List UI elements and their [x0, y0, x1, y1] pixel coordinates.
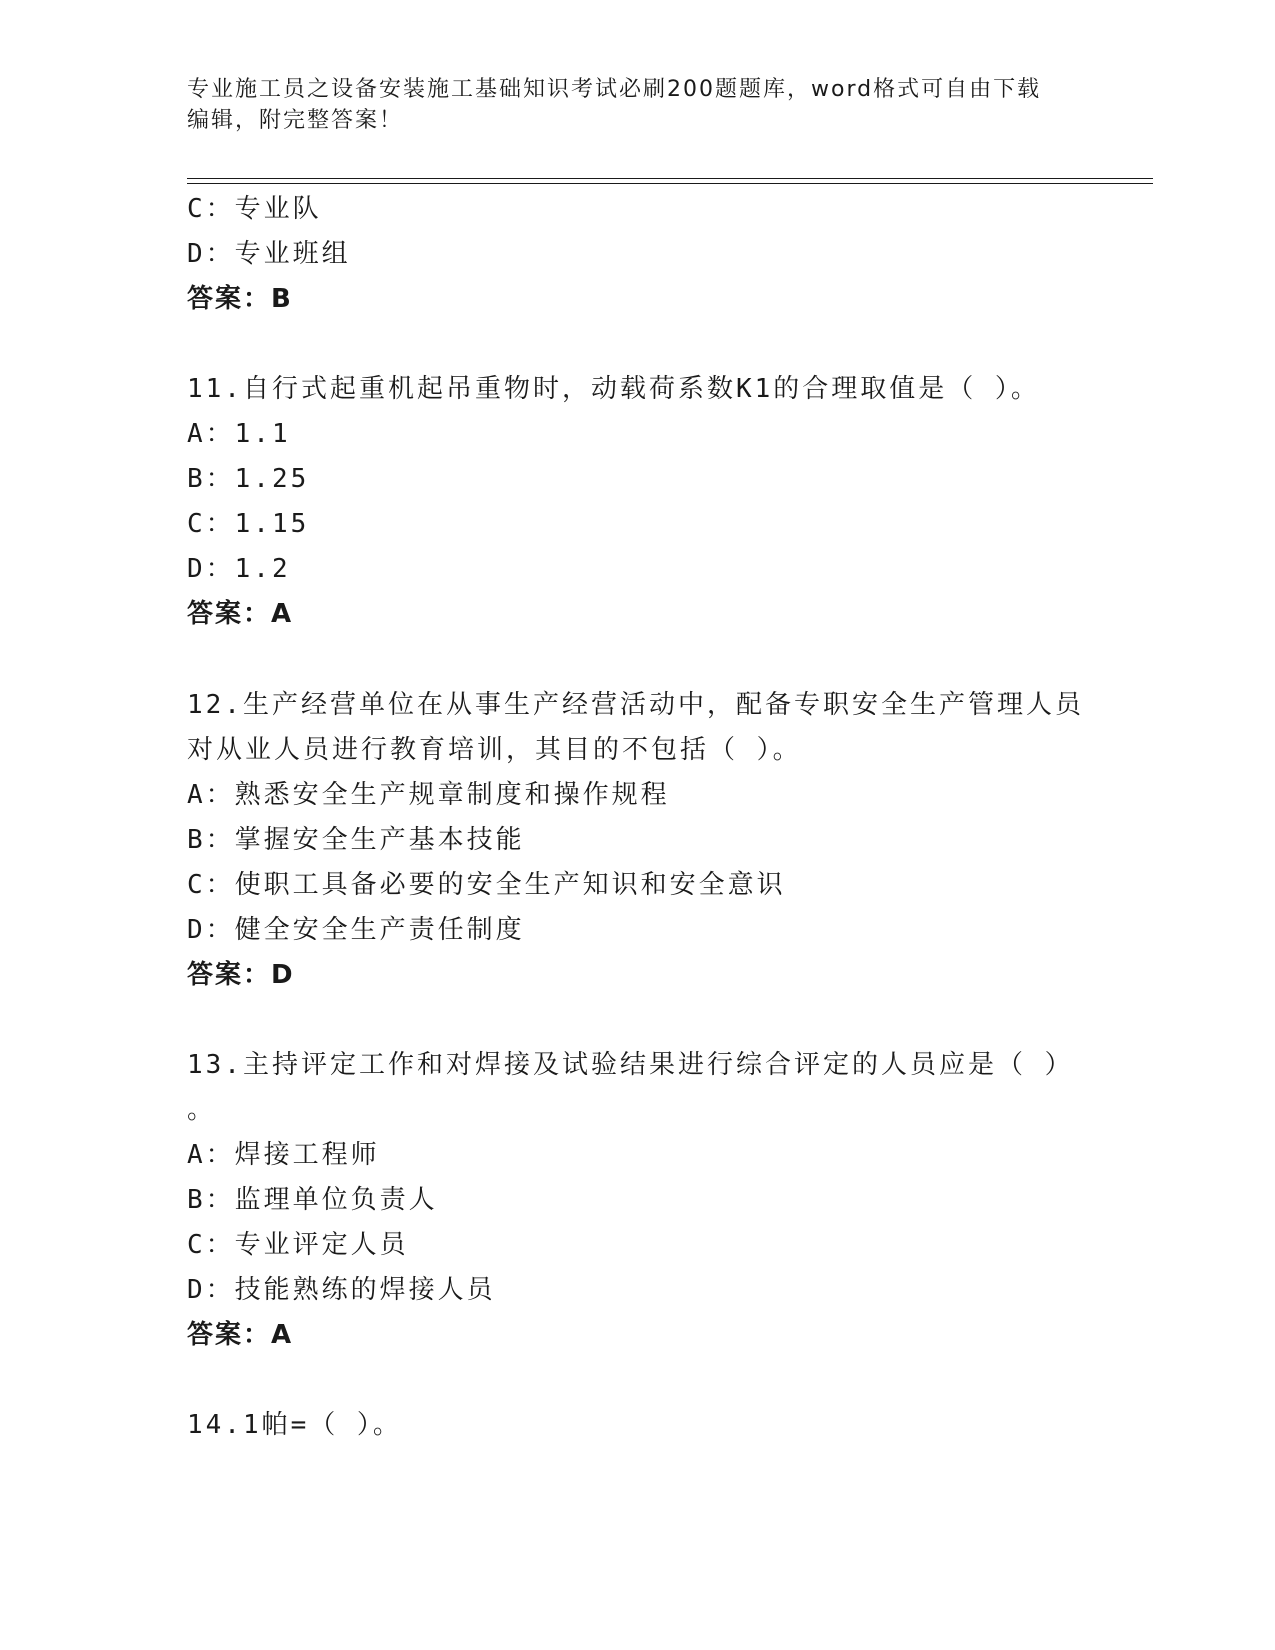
header-divider-bottom — [187, 183, 1153, 184]
q11-option-d: D：1.2 — [187, 554, 291, 584]
q12-question-line1: 12.生产经营单位在从事生产经营活动中，配备专职安全生产管理人员 — [187, 690, 1084, 720]
q12-option-b: B：掌握安全生产基本技能 — [187, 825, 525, 855]
document-header — [187, 74, 1067, 136]
q12-question-line2: 对从业人员进行教育培训，其目的不包括（ ）。 — [187, 735, 802, 765]
q12-option-c: C：使职工具备必要的安全生产知识和安全意识 — [187, 870, 786, 900]
q13-option-c: C：专业评定人员 — [187, 1230, 409, 1260]
q13-option-b: B：监理单位负责人 — [187, 1185, 438, 1215]
q13-option-d: D：技能熟练的焊接人员 — [187, 1275, 496, 1305]
q11-question: 11.自行式起重机起吊重物时，动载荷系数K1的合理取值是（ ）。 — [187, 374, 1040, 404]
header-divider-top — [187, 178, 1153, 179]
q10-option-d: D：专业班组 — [187, 239, 351, 269]
header-title-line2: 编辑，附完整答案！ — [187, 108, 404, 133]
q13-answer: 答案：A — [187, 1320, 294, 1350]
q12-answer: 答案：D — [187, 960, 295, 990]
q11-option-b: B：1.25 — [187, 464, 310, 494]
q13-question-line2: 。 — [187, 1095, 217, 1125]
q13-question-line1: 13.主持评定工作和对焊接及试验结果进行综合评定的人员应是（ ） — [187, 1050, 1074, 1080]
q13-option-a: A：焊接工程师 — [187, 1140, 380, 1170]
q10-answer: 答案：B — [187, 284, 293, 314]
q12-option-d: D：健全安全生产责任制度 — [187, 915, 525, 945]
q11-option-c: C：1.15 — [187, 509, 310, 539]
q12-option-a: A：熟悉安全生产规章制度和操作规程 — [187, 780, 670, 810]
q10-option-c: C：专业队 — [187, 194, 322, 224]
q11-option-a: A：1.1 — [187, 419, 291, 449]
header-title-line1: 专业施工员之设备安装施工基础知识考试必刷200题题库，word格式可自由下载 — [187, 77, 1042, 102]
q14-question: 14.1帕=（ ）。 — [187, 1410, 402, 1440]
q11-answer: 答案：A — [187, 599, 294, 629]
